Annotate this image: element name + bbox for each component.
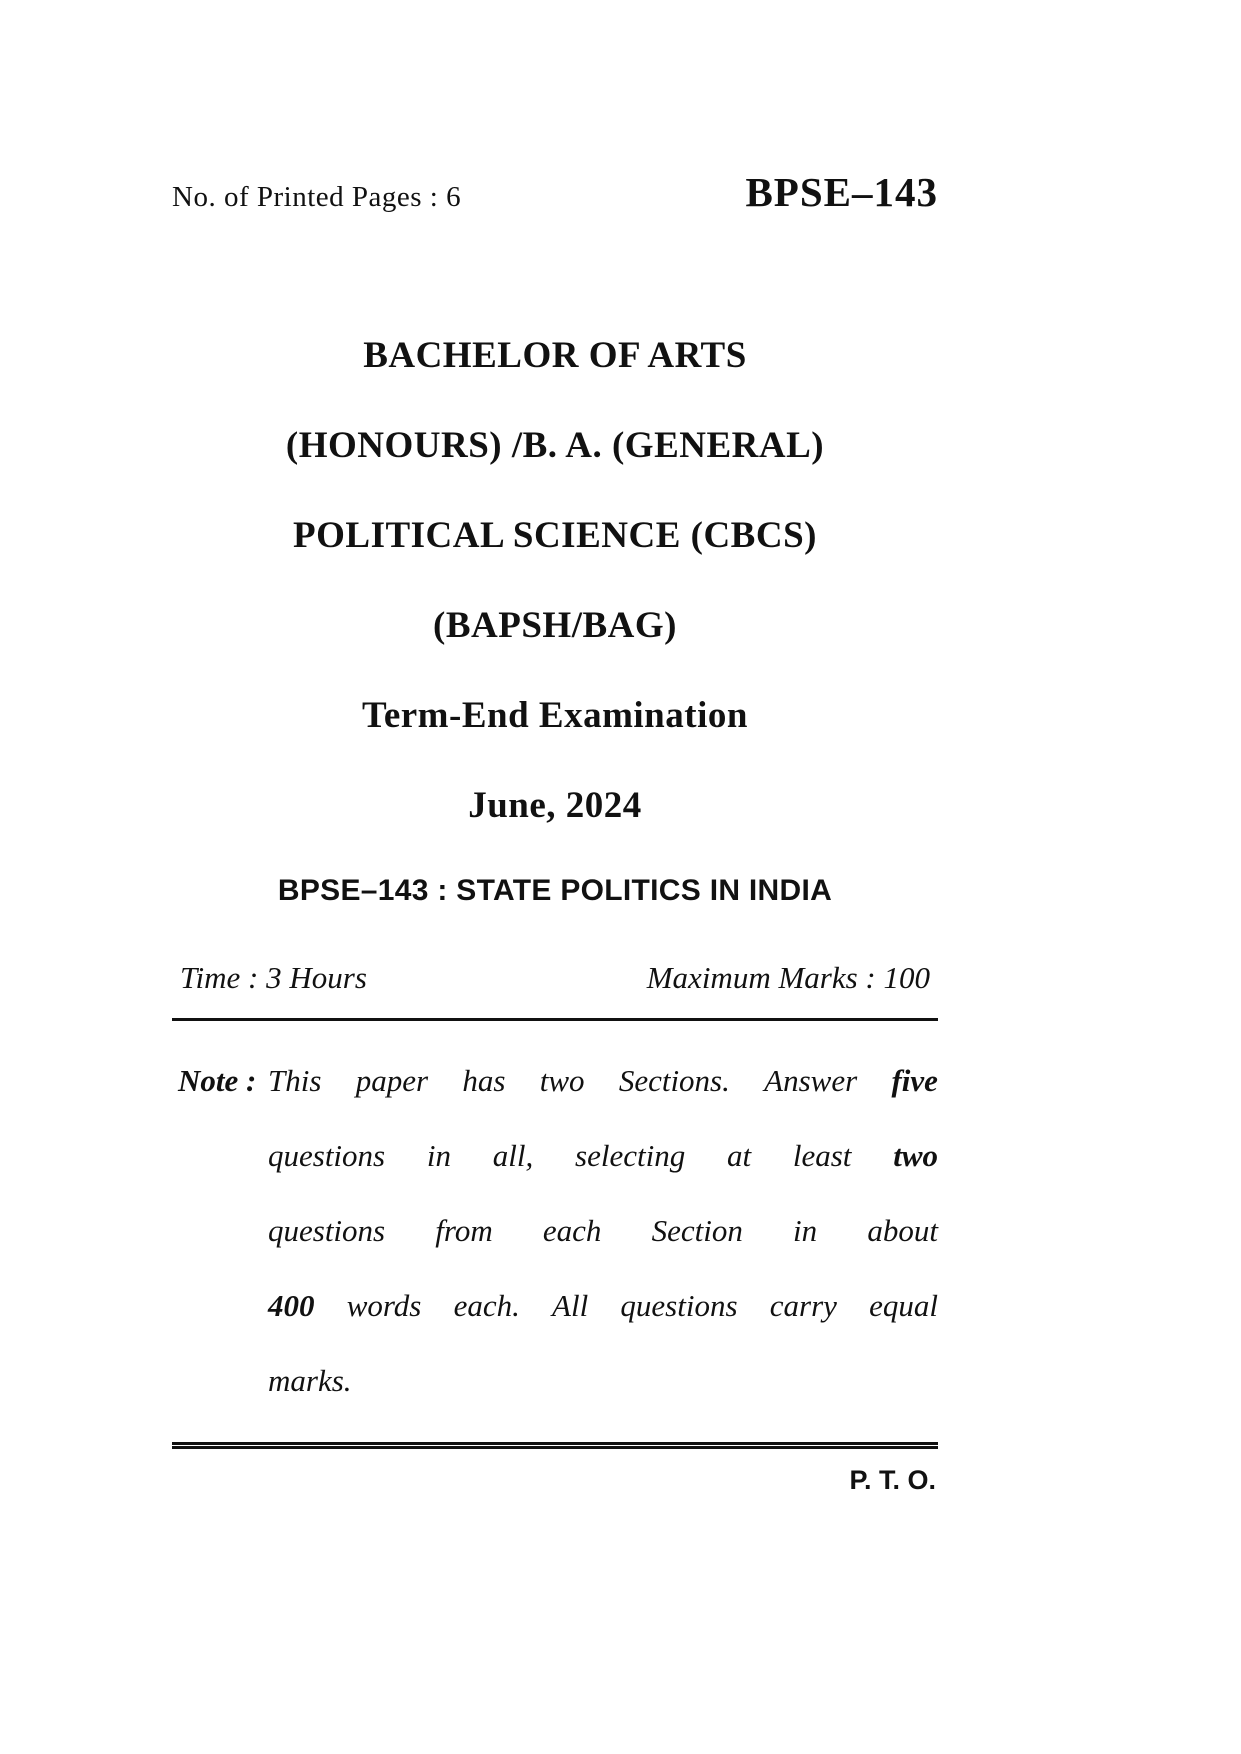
note-line xyxy=(268,1193,938,1268)
title-line-date: June, 2024 xyxy=(468,785,642,826)
note-block xyxy=(172,1043,938,1418)
note-word: all, xyxy=(492,1138,534,1173)
note-word: two xyxy=(893,1138,938,1173)
note-word: least xyxy=(792,1138,852,1173)
note-word: equal xyxy=(869,1288,938,1323)
note-body xyxy=(268,1043,938,1418)
title-line-subject: POLITICAL SCIENCE (CBCS) xyxy=(293,515,817,556)
course-subject-line: BPSE–143 : STATE POLITICS IN INDIA xyxy=(277,874,833,907)
time-marks-row xyxy=(172,960,938,996)
note-word: Answer xyxy=(764,1063,858,1098)
note-word: marks. xyxy=(268,1363,352,1398)
note-word: each. xyxy=(453,1288,520,1323)
page-header xyxy=(172,168,938,216)
title-block xyxy=(172,334,938,828)
note-word: has xyxy=(462,1063,506,1098)
note-word: in xyxy=(793,1213,818,1248)
note-line xyxy=(268,1343,938,1418)
exam-cover-page xyxy=(172,0,938,1754)
note-label: Note : xyxy=(178,1063,257,1098)
printed-pages-label: No. of Printed Pages : 6 xyxy=(172,181,462,213)
note-word: from xyxy=(435,1213,493,1248)
note-word: All xyxy=(552,1288,589,1323)
time-label: Time : 3 Hours xyxy=(180,960,367,995)
note-word: two xyxy=(539,1063,585,1098)
note-word: paper xyxy=(355,1063,429,1098)
horizontal-rule-double xyxy=(172,1442,938,1449)
note-word: each xyxy=(542,1213,602,1248)
title-line-honours: (HONOURS) /B. A. (GENERAL) xyxy=(285,425,825,466)
note-word: questions xyxy=(268,1138,386,1173)
note-word: This xyxy=(268,1063,322,1098)
note-word: questions xyxy=(268,1213,386,1248)
note-line xyxy=(268,1118,938,1193)
note-word: 400 xyxy=(268,1288,315,1323)
paper-code: BPSE–143 xyxy=(745,169,938,215)
note-word: questions xyxy=(620,1288,738,1323)
title-line-programme: (BAPSH/BAG) xyxy=(433,605,677,646)
title-line-exam: Term-End Examination xyxy=(362,695,748,736)
note-word: Sections. xyxy=(618,1063,730,1098)
note-line xyxy=(268,1043,938,1118)
note-word: in xyxy=(426,1138,452,1173)
note-word: words xyxy=(346,1288,422,1323)
note-word: selecting xyxy=(575,1138,686,1173)
note-word: Section xyxy=(651,1213,743,1248)
note-word: about xyxy=(867,1213,938,1248)
note-line xyxy=(268,1268,938,1343)
note-word: five xyxy=(891,1063,938,1098)
horizontal-rule-single xyxy=(172,1018,938,1021)
title-line-degree: BACHELOR OF ARTS xyxy=(363,335,747,376)
maximum-marks-label: Maximum Marks : 100 xyxy=(646,960,930,995)
pto-label: P. T. O. xyxy=(849,1465,936,1495)
note-word: carry xyxy=(769,1288,837,1323)
note-word: at xyxy=(726,1138,752,1173)
